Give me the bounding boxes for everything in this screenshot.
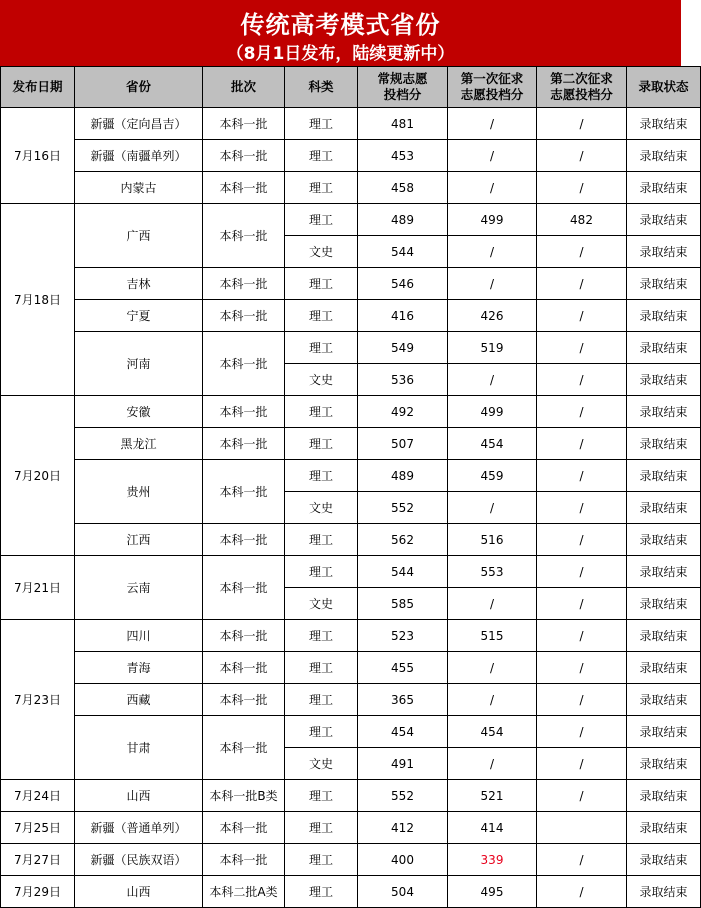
second-score-cell: / (537, 748, 627, 780)
date-cell: 7月21日 (1, 556, 75, 620)
header-batch: 批次 (203, 67, 285, 108)
province-cell: 新疆（南疆单列） (75, 140, 203, 172)
regular-score-cell: 481 (358, 108, 448, 140)
batch-cell: 本科一批 (203, 620, 285, 652)
regular-score-cell: 489 (358, 460, 448, 492)
date-cell: 7月18日 (1, 204, 75, 396)
page-title: 传统高考模式省份 (240, 11, 441, 39)
province-cell: 新疆（定向昌吉） (75, 108, 203, 140)
province-cell: 青海 (75, 652, 203, 684)
batch-cell: 本科一批B类 (203, 780, 285, 812)
province-cell: 新疆（普通单列） (75, 812, 203, 844)
second-score-cell: / (537, 620, 627, 652)
status-cell: 录取结束 (627, 524, 701, 556)
header-first-score (448, 67, 537, 108)
status-cell: 录取结束 (627, 588, 701, 620)
table-row (1, 620, 701, 652)
status-cell: 录取结束 (627, 844, 701, 876)
regular-score-cell: 544 (358, 556, 448, 588)
batch-cell: 本科一批 (203, 268, 285, 300)
status-cell: 录取结束 (627, 876, 701, 908)
province-cell: 黑龙江 (75, 428, 203, 460)
regular-score-cell: 400 (358, 844, 448, 876)
status-cell: 录取结束 (627, 268, 701, 300)
score-table (0, 66, 701, 908)
regular-score-cell: 536 (358, 364, 448, 396)
regular-score-cell: 585 (358, 588, 448, 620)
first-score-cell: 521 (448, 780, 537, 812)
table-row (1, 428, 701, 460)
second-score-cell: / (537, 428, 627, 460)
subject-cell: 理工 (285, 108, 358, 140)
second-score-cell: / (537, 332, 627, 364)
second-score-cell: / (537, 396, 627, 428)
date-cell: 7月25日 (1, 812, 75, 844)
batch-cell: 本科一批 (203, 652, 285, 684)
page-subtitle: （8月1日发布，陆续更新中） (226, 44, 455, 64)
subject-cell: 理工 (285, 172, 358, 204)
status-cell: 录取结束 (627, 140, 701, 172)
header-second-line2: 志愿投档分 (550, 87, 613, 102)
batch-cell: 本科一批 (203, 684, 285, 716)
subject-cell: 文史 (285, 588, 358, 620)
regular-score-cell: 453 (358, 140, 448, 172)
status-cell: 录取结束 (627, 780, 701, 812)
first-score-cell: / (448, 588, 537, 620)
second-score-cell: / (537, 780, 627, 812)
province-cell: 甘肃 (75, 716, 203, 780)
first-score-cell: 515 (448, 620, 537, 652)
batch-cell: 本科一批 (203, 300, 285, 332)
batch-cell: 本科一批 (203, 140, 285, 172)
header-regular-score (358, 67, 448, 108)
batch-cell: 本科一批 (203, 716, 285, 780)
subject-cell: 理工 (285, 780, 358, 812)
header-regular-line1: 常规志愿 (377, 71, 428, 86)
status-cell: 录取结束 (627, 364, 701, 396)
first-score-cell: 454 (448, 716, 537, 748)
first-score-cell: / (448, 492, 537, 524)
regular-score-cell: 454 (358, 716, 448, 748)
subject-cell: 理工 (285, 844, 358, 876)
header-date: 发布日期 (1, 67, 75, 108)
header-first-line2: 志愿投档分 (460, 87, 524, 102)
table-row (1, 844, 701, 876)
status-cell: 录取结束 (627, 812, 701, 844)
table-row (1, 812, 701, 844)
batch-cell: 本科一批 (203, 172, 285, 204)
batch-cell: 本科一批 (203, 332, 285, 396)
date-cell: 7月24日 (1, 780, 75, 812)
first-score-cell: 414 (448, 812, 537, 844)
province-cell: 江西 (75, 524, 203, 556)
second-score-cell: / (537, 524, 627, 556)
regular-score-cell: 546 (358, 268, 448, 300)
second-score-cell: / (537, 108, 627, 140)
table-row (1, 556, 701, 588)
regular-score-cell: 458 (358, 172, 448, 204)
second-score-cell: / (537, 236, 627, 268)
province-cell: 云南 (75, 556, 203, 620)
header-second-score (537, 67, 627, 108)
status-cell: 录取结束 (627, 332, 701, 364)
regular-score-cell: 544 (358, 236, 448, 268)
regular-score-cell: 552 (358, 492, 448, 524)
second-score-cell: / (537, 844, 627, 876)
status-cell: 录取结束 (627, 300, 701, 332)
subject-cell: 理工 (285, 396, 358, 428)
regular-score-cell: 552 (358, 780, 448, 812)
province-cell: 贵州 (75, 460, 203, 524)
province-cell: 西藏 (75, 684, 203, 716)
table-row (1, 652, 701, 684)
subject-cell: 理工 (285, 332, 358, 364)
second-score-cell: / (537, 172, 627, 204)
regular-score-cell: 507 (358, 428, 448, 460)
status-cell: 录取结束 (627, 396, 701, 428)
subject-cell: 文史 (285, 364, 358, 396)
header-regular-line2: 投档分 (383, 87, 422, 102)
table-row (1, 716, 701, 748)
subject-cell: 理工 (285, 268, 358, 300)
status-cell: 录取结束 (627, 428, 701, 460)
subject-cell: 理工 (285, 620, 358, 652)
subject-cell: 理工 (285, 300, 358, 332)
subject-cell: 理工 (285, 556, 358, 588)
second-score-cell: / (537, 588, 627, 620)
status-cell: 录取结束 (627, 108, 701, 140)
regular-score-cell: 365 (358, 684, 448, 716)
status-cell: 录取结束 (627, 236, 701, 268)
status-cell: 录取结束 (627, 204, 701, 236)
subject-cell: 文史 (285, 492, 358, 524)
date-cell: 7月16日 (1, 108, 75, 204)
status-cell: 录取结束 (627, 620, 701, 652)
second-score-cell (537, 812, 627, 844)
first-score-cell: 499 (448, 204, 537, 236)
batch-cell: 本科一批 (203, 428, 285, 460)
table-header-row (1, 67, 701, 108)
first-score-cell: 426 (448, 300, 537, 332)
table-row (1, 460, 701, 492)
regular-score-cell: 549 (358, 332, 448, 364)
status-cell: 录取结束 (627, 716, 701, 748)
second-score-cell: / (537, 876, 627, 908)
title-banner (0, 0, 681, 66)
regular-score-cell: 412 (358, 812, 448, 844)
regular-score-cell: 504 (358, 876, 448, 908)
table-row (1, 332, 701, 364)
first-score-cell: 516 (448, 524, 537, 556)
province-cell: 广西 (75, 204, 203, 268)
date-cell: 7月20日 (1, 396, 75, 556)
province-cell: 宁夏 (75, 300, 203, 332)
first-score-cell: 495 (448, 876, 537, 908)
subject-cell: 理工 (285, 684, 358, 716)
first-score-cell: / (448, 236, 537, 268)
first-score-cell: 454 (448, 428, 537, 460)
batch-cell: 本科一批 (203, 108, 285, 140)
batch-cell: 本科一批 (203, 812, 285, 844)
status-cell: 录取结束 (627, 748, 701, 780)
batch-cell: 本科一批 (203, 396, 285, 428)
status-cell: 录取结束 (627, 652, 701, 684)
date-cell: 7月23日 (1, 620, 75, 780)
table-row (1, 108, 701, 140)
second-score-cell: / (537, 364, 627, 396)
first-score-cell: 459 (448, 460, 537, 492)
subject-cell: 理工 (285, 428, 358, 460)
table-row (1, 396, 701, 428)
second-score-cell: 482 (537, 204, 627, 236)
first-score-cell: / (448, 140, 537, 172)
status-cell: 录取结束 (627, 460, 701, 492)
status-cell: 录取结束 (627, 556, 701, 588)
first-score-cell: / (448, 108, 537, 140)
second-score-cell: / (537, 268, 627, 300)
regular-score-cell: 489 (358, 204, 448, 236)
province-cell: 内蒙古 (75, 172, 203, 204)
province-cell: 四川 (75, 620, 203, 652)
header-province: 省份 (75, 67, 203, 108)
first-score-cell: / (448, 684, 537, 716)
subject-cell: 理工 (285, 876, 358, 908)
subject-cell: 理工 (285, 652, 358, 684)
second-score-cell: / (537, 460, 627, 492)
date-cell: 7月27日 (1, 844, 75, 876)
regular-score-cell: 416 (358, 300, 448, 332)
table-row (1, 172, 701, 204)
table-row (1, 684, 701, 716)
second-score-cell: / (537, 716, 627, 748)
first-score-cell: / (448, 652, 537, 684)
table-row (1, 876, 701, 908)
subject-cell: 理工 (285, 460, 358, 492)
province-cell: 安徽 (75, 396, 203, 428)
header-subject: 科类 (285, 67, 358, 108)
first-score-cell: / (448, 172, 537, 204)
header-status: 录取状态 (627, 67, 701, 108)
header-second-line1: 第二次征求 (550, 71, 613, 86)
batch-cell: 本科一批 (203, 460, 285, 524)
batch-cell: 本科一批 (203, 524, 285, 556)
regular-score-cell: 562 (358, 524, 448, 556)
table-row (1, 140, 701, 172)
province-cell: 山西 (75, 780, 203, 812)
regular-score-cell: 523 (358, 620, 448, 652)
table-row (1, 204, 701, 236)
first-score-cell: / (448, 268, 537, 300)
regular-score-cell: 492 (358, 396, 448, 428)
province-cell: 河南 (75, 332, 203, 396)
subject-cell: 文史 (285, 236, 358, 268)
table-row (1, 524, 701, 556)
status-cell: 录取结束 (627, 492, 701, 524)
subject-cell: 理工 (285, 204, 358, 236)
first-score-cell-highlighted: 339 (448, 844, 537, 876)
first-score-cell: 499 (448, 396, 537, 428)
regular-score-cell: 491 (358, 748, 448, 780)
province-cell: 山西 (75, 876, 203, 908)
date-cell: 7月29日 (1, 876, 75, 908)
status-cell: 录取结束 (627, 684, 701, 716)
second-score-cell: / (537, 300, 627, 332)
first-score-cell: 553 (448, 556, 537, 588)
regular-score-cell: 455 (358, 652, 448, 684)
second-score-cell: / (537, 492, 627, 524)
province-cell: 吉林 (75, 268, 203, 300)
batch-cell: 本科一批 (203, 204, 285, 268)
subject-cell: 理工 (285, 716, 358, 748)
batch-cell: 本科一批 (203, 556, 285, 620)
status-cell: 录取结束 (627, 172, 701, 204)
second-score-cell: / (537, 556, 627, 588)
header-first-line1: 第一次征求 (460, 71, 524, 86)
first-score-cell: / (448, 748, 537, 780)
table-row (1, 268, 701, 300)
subject-cell: 理工 (285, 524, 358, 556)
second-score-cell: / (537, 684, 627, 716)
batch-cell: 本科二批A类 (203, 876, 285, 908)
table-row (1, 300, 701, 332)
province-cell: 新疆（民族双语） (75, 844, 203, 876)
subject-cell: 理工 (285, 812, 358, 844)
second-score-cell: / (537, 140, 627, 172)
second-score-cell: / (537, 652, 627, 684)
table-row (1, 780, 701, 812)
batch-cell: 本科一批 (203, 844, 285, 876)
first-score-cell: / (448, 364, 537, 396)
subject-cell: 理工 (285, 140, 358, 172)
first-score-cell: 519 (448, 332, 537, 364)
subject-cell: 文史 (285, 748, 358, 780)
